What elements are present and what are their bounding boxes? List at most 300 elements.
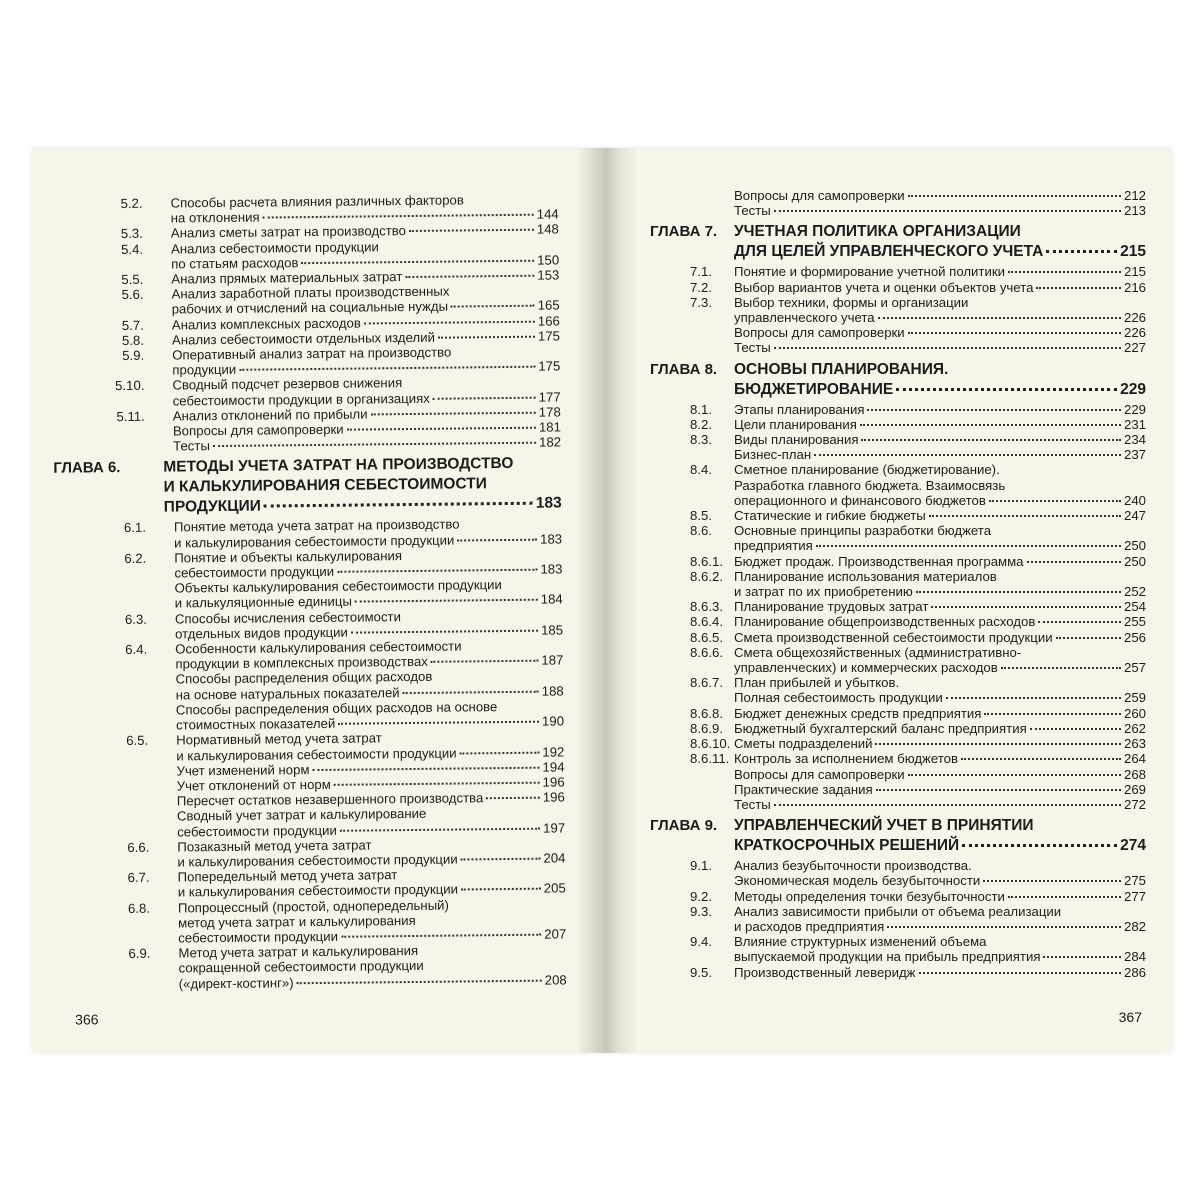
dot-leader [867, 408, 1121, 411]
page-number-left: 366 [75, 1011, 99, 1028]
entry-line [734, 706, 1146, 721]
toc-entry [650, 264, 1146, 279]
section-number: 8.6.9. [690, 720, 723, 736]
chapter-heading [650, 360, 1146, 400]
entry-page-number: 255 [1123, 614, 1146, 630]
section-number: 5.11. [116, 408, 145, 424]
dot-leader [239, 365, 535, 371]
toc-entry [650, 188, 1146, 203]
dot-leader [264, 501, 533, 508]
section-number: 5.6. [121, 287, 144, 303]
dot-leader [457, 537, 537, 541]
section-number: 8.6.10. [690, 736, 731, 752]
entry-page-number: 284 [1123, 949, 1146, 965]
entry-title: сокращенной себестоимости продукции [178, 958, 424, 976]
entry-title: Тесты [734, 203, 771, 219]
entry-page-number: 216 [1123, 279, 1146, 295]
entry-title: Сметы подразделений [734, 736, 873, 752]
entry-text [734, 538, 1146, 553]
entry-title: Метод учета затрат и калькулирования [178, 943, 419, 961]
toc-entry [650, 325, 1146, 340]
toc-entry [650, 599, 1146, 614]
entry-title: Анализ себестоимости продукции [170, 238, 379, 257]
entry-page-number: 240 [1123, 492, 1146, 508]
toc-entry [650, 538, 1146, 553]
entry-page-number: 148 [536, 221, 559, 238]
section-number: 8.6.7. [690, 675, 723, 691]
entry-line [734, 660, 1146, 675]
entry-text [734, 462, 1146, 477]
entry-title: метод учета затрат и калькулирования [178, 912, 416, 931]
entry-text [734, 493, 1146, 508]
entry-title: Учет изменений норм [176, 761, 310, 779]
entry-text [734, 478, 1146, 493]
dot-leader [887, 925, 1121, 928]
dot-leader [438, 335, 535, 339]
entry-line [734, 919, 1146, 934]
entry-page-number: 231 [1123, 416, 1146, 432]
chapter-title-text: КРАТКОСРОЧНЫХ РЕШЕНИЙ [734, 837, 960, 855]
book-gutter [578, 148, 636, 1053]
toc-entry [650, 569, 1146, 584]
dot-leader [405, 274, 534, 278]
entry-line [734, 767, 1146, 782]
dot-leader [486, 796, 540, 800]
entry-text [734, 782, 1146, 797]
entry-page-number: 227 [1123, 340, 1146, 356]
entry-title: себестоимости продукции [178, 928, 338, 946]
entry-title: Особенности калькулирования себестоимости [175, 638, 462, 657]
dot-leader [409, 228, 534, 232]
entry-line [173, 435, 561, 454]
entry-text [734, 325, 1146, 340]
chapter-label: ГЛАВА 9. [650, 817, 718, 835]
entry-title: Разработка главного бюджета. Взаимосвязь [734, 477, 1006, 493]
entry-title: Выбор техники, формы и организации [734, 294, 969, 310]
entry-text [734, 736, 1146, 751]
entry-title: Оперативный анализ затрат на производство [172, 344, 452, 363]
dot-leader [347, 426, 536, 431]
chapter-title-line: И КАЛЬКУЛИРОВАНИЯ СЕБЕСТОИМОСТИ [163, 475, 487, 497]
entry-title: Анализ себестоимости отдельных изделий [171, 329, 435, 348]
entry-title: продукции [172, 362, 237, 378]
section-number: 8.6.3. [690, 599, 723, 615]
entry-title: Сводный учет затрат и калькулирование [176, 806, 427, 824]
section-number: 6.6. [127, 839, 150, 855]
section-number: 6.7. [127, 869, 150, 886]
entry-text [734, 767, 1146, 782]
entry-title: на отклонения [170, 209, 260, 226]
dot-leader [213, 441, 536, 447]
entry-text [734, 203, 1146, 218]
chapter-title-line: УПРАВЛЕНЧЕСКИЙ УЧЕТ В ПРИНЯТИИ [734, 817, 1034, 835]
entry-page-number: 254 [1123, 599, 1146, 615]
toc-entry [650, 873, 1146, 888]
entry-line [734, 599, 1146, 614]
dot-leader [861, 438, 1121, 441]
entry-title: Бизнес-план [734, 447, 812, 463]
toc-entry [650, 965, 1146, 980]
dot-leader [403, 689, 539, 693]
entry-text [734, 310, 1146, 325]
entry-title: управленческих) и коммерческих расходов [734, 660, 998, 676]
entry-text [734, 188, 1146, 203]
entry-title: Планирование трудовых затрат [734, 599, 929, 615]
entry-page-number: 237 [1123, 447, 1146, 463]
section-number: 6.5. [126, 733, 149, 749]
dot-leader [929, 514, 1121, 517]
entry-title: Влияние структурных изменений объема [734, 934, 987, 950]
entry-title: Понятие и объекты калькулирования [174, 547, 403, 566]
page-number-right: 367 [1118, 1009, 1142, 1025]
dot-leader [451, 304, 535, 308]
toc-entry [650, 751, 1146, 766]
dot-leader [364, 319, 535, 324]
entry-title: Выбор вариантов учета и оценки объектов учета [734, 279, 1034, 295]
toc-entry [650, 736, 1146, 751]
entry-page-number: 153 [537, 267, 560, 283]
entry-page-number: 185 [540, 622, 564, 638]
dot-leader [875, 742, 1121, 745]
entry-page-number: 269 [1123, 781, 1146, 797]
entry-text [734, 432, 1146, 447]
toc-entry [650, 417, 1146, 432]
entry-title: Методы определения точки безубыточности [734, 888, 1005, 904]
entry-title: («директ-костинг») [178, 974, 294, 992]
entry-line [734, 889, 1146, 904]
entry-text [734, 949, 1146, 964]
entry-page-number: 229 [1123, 401, 1146, 417]
entry-title: Полная себестоимость продукции [734, 690, 943, 706]
section-number: 8.1. [690, 401, 712, 417]
dot-leader [351, 629, 538, 634]
entry-line [734, 614, 1146, 629]
left-page [53, 145, 567, 1055]
toc-entry [650, 584, 1146, 599]
chapter-title-line [734, 380, 1146, 400]
chapter-heading [53, 454, 562, 519]
entry-title: и калькуляционные единицы [174, 594, 352, 611]
entry-title: стоимостных показателей [175, 715, 336, 733]
section-number: 6.4. [125, 641, 148, 658]
entry-page-number: 175 [537, 328, 561, 344]
dot-leader [983, 879, 1121, 882]
entry-line [734, 721, 1146, 736]
dot-leader [896, 387, 1117, 391]
toc-entry [650, 523, 1146, 538]
toc-entry [650, 478, 1146, 493]
entry-title: и калькулирования себестоимости продукции [177, 881, 459, 900]
chapter-label: ГЛАВА 8. [650, 360, 718, 378]
entry-title: Производственный леверидж [734, 964, 916, 980]
section-number: 8.6.5. [690, 629, 723, 645]
dot-leader [1056, 636, 1121, 639]
entry-text [734, 858, 1146, 873]
entry-text [734, 280, 1146, 295]
section-number: 5.2. [120, 195, 143, 212]
chapter-heading [650, 222, 1146, 262]
entry-title: Планирование общепроизводственных расходов [734, 614, 1036, 630]
entry-title: Анализ сметы затрат на производство [170, 223, 407, 241]
entry-page-number: 282 [1123, 918, 1146, 934]
toc-entry [650, 554, 1146, 569]
toc-entry [650, 706, 1146, 721]
entry-title: выпускаемой продукции на прибыль предприятия [734, 949, 1041, 965]
entry-text [734, 264, 1146, 279]
entry-text [734, 797, 1146, 812]
section-number: 7.3. [690, 294, 712, 310]
entry-line [734, 432, 1146, 447]
section-number: 8.6.11. [690, 751, 730, 767]
toc-entry [650, 675, 1146, 690]
chapter-title-line [734, 836, 1146, 856]
section-number: 9.4. [690, 934, 712, 950]
entry-page-number: 275 [1123, 873, 1146, 889]
chapter-title [734, 816, 1146, 856]
section-number: 7.2. [690, 279, 712, 295]
dot-leader [816, 544, 1121, 547]
dot-leader [1008, 895, 1121, 898]
entry-page-number: 181 [538, 419, 562, 435]
entry-text [734, 523, 1146, 538]
entry-page-number: 175 [538, 358, 561, 374]
entry-line [734, 402, 1146, 417]
entry-title: Вопросы для самопроверки [734, 188, 905, 203]
entry-page-number: 194 [542, 759, 565, 775]
toc-entry [650, 858, 1146, 873]
section-number: 8.6.8. [690, 705, 723, 721]
entry-text [734, 904, 1146, 919]
dot-leader [1043, 955, 1121, 958]
entry-text [734, 965, 1146, 980]
entry-text [179, 972, 567, 991]
section-number: 7.1. [690, 264, 712, 280]
dot-leader [297, 978, 542, 984]
entry-page-number: 187 [541, 652, 564, 668]
dot-leader [431, 659, 539, 663]
entry-title: Понятие метода учета затрат на производство [173, 516, 460, 535]
dot-leader [989, 499, 1121, 502]
dot-leader [371, 411, 536, 416]
toc-entry [650, 721, 1146, 736]
entry-page-number: 247 [1123, 508, 1146, 524]
toc-entry [650, 432, 1146, 447]
entry-text [734, 873, 1146, 888]
entry-text [734, 660, 1146, 675]
entry-title: Бюджетный бухгалтерский баланс предприятия [734, 720, 1027, 736]
entry-title: Анализ прямых материальных затрат [171, 269, 403, 287]
entry-line [734, 873, 1146, 888]
toc-entry [650, 310, 1146, 325]
entry-line [734, 280, 1146, 295]
entry-title: Статические и гибкие бюджеты [734, 508, 926, 524]
entry-title: Анализ заработной платы производственных [171, 283, 450, 302]
entry-page-number: 226 [1123, 325, 1146, 341]
entry-line [734, 736, 1146, 751]
section-number: 9.3. [690, 903, 712, 919]
entry-title: Сводный подсчет резервов снижения [172, 375, 403, 393]
entry-line [734, 310, 1146, 325]
entry-title: Тесты [173, 438, 210, 454]
section-number: 8.6.1. [690, 553, 723, 569]
entry-text [734, 599, 1146, 614]
entry-line [734, 782, 1146, 797]
entry-page-number: 286 [1123, 964, 1146, 980]
entry-title: операционного и финансового бюджетов [734, 492, 986, 508]
dot-leader [961, 757, 1121, 760]
dot-leader [1027, 560, 1121, 563]
entry-title: и калькулирования себестоимости продукции [177, 851, 458, 870]
section-number: 8.2. [690, 416, 712, 432]
entry-title: План прибылей и убытков. [734, 675, 900, 691]
entry-page-number: 183 [540, 561, 563, 577]
entry-page-number: 196 [542, 774, 565, 790]
dot-leader [433, 395, 536, 399]
chapter-label: ГЛАВА 6. [53, 459, 121, 478]
toc-entry [650, 767, 1146, 782]
dot-leader [946, 696, 1121, 699]
entry-page-number: 208 [544, 971, 567, 988]
entry-text [734, 569, 1146, 584]
entry-page-number: 197 [543, 819, 566, 836]
entry-title: Способы расчета влияния различных факторов [170, 192, 464, 211]
entry-text [734, 630, 1146, 645]
chapter-page-number: 215 [1120, 243, 1146, 261]
entry-line [734, 797, 1146, 812]
entry-page-number: 215 [1123, 264, 1146, 280]
entry-text [734, 934, 1146, 949]
entry-text [734, 295, 1146, 310]
entry-page-number: 150 [537, 252, 560, 268]
entry-page-number: 212 [1123, 188, 1146, 203]
entry-text [734, 706, 1146, 721]
entry-text [734, 919, 1146, 934]
entry-title: Практические задания [734, 781, 873, 797]
chapter-title-line: УЧЕТНАЯ ПОЛИТИКА ОРГАНИЗАЦИИ [734, 223, 1021, 241]
dot-leader [1038, 620, 1121, 623]
entry-title: и расходов предприятия [734, 918, 885, 934]
dot-leader [312, 765, 539, 770]
section-number: 6.2. [124, 550, 147, 566]
entry-title: отдельных видов продукции [175, 624, 348, 642]
entry-title: Попроцессный (простой, однопередельный) [177, 897, 449, 915]
entry-title: себестоимости продукции [177, 822, 337, 839]
entry-page-number: 264 [1123, 751, 1146, 767]
toc-entry [650, 660, 1146, 675]
toc-entry [650, 462, 1146, 477]
section-number: 8.6.4. [690, 614, 723, 630]
dot-leader [876, 788, 1121, 791]
toc-entry [650, 493, 1146, 508]
dot-leader [962, 843, 1117, 847]
section-number: 6.1. [123, 520, 147, 536]
section-number: 9.1. [690, 858, 712, 874]
section-number: 9.5. [690, 964, 712, 980]
entry-page-number: 204 [543, 850, 566, 866]
dot-leader [1001, 666, 1121, 669]
dot-leader [984, 712, 1121, 715]
dot-leader [340, 826, 540, 831]
section-number: 8.6. [690, 523, 712, 539]
entry-page-number: 256 [1123, 629, 1146, 645]
entry-text [734, 690, 1146, 705]
toc-entry [650, 280, 1146, 295]
entry-page-number: 183 [540, 531, 563, 547]
chapter-page-number: 229 [1120, 380, 1146, 398]
entry-title: предприятия [734, 538, 813, 554]
section-number: 8.6.6. [690, 644, 723, 660]
entry-title: Анализ комплексных расходов [171, 315, 361, 333]
dot-leader [814, 453, 1121, 456]
entry-title: Пересчет остатков незавершенного производства [176, 790, 484, 809]
dot-leader [1008, 270, 1121, 273]
entry-page-number: 192 [542, 743, 565, 760]
entry-title: Нормативный метод учета затрат [176, 730, 382, 748]
entry-page-number: 272 [1123, 796, 1146, 812]
chapter-title-text: ПРОДУКЦИИ [163, 498, 261, 517]
entry-title: Бюджет денежных средств предприятия [734, 705, 982, 721]
entry-line [734, 554, 1146, 569]
toc-entry [650, 295, 1146, 310]
entry-title: Анализ безубыточности производства. [734, 858, 972, 874]
entry-title: продукции в комплексных производствах [175, 654, 428, 672]
entry-title: Учет отклонений от норм [176, 776, 331, 794]
dot-leader [931, 605, 1121, 608]
entry-title: Смета производственной себестоимости продукции [734, 629, 1053, 645]
entry-text [173, 435, 561, 454]
dot-leader [908, 331, 1121, 334]
toc-entry [650, 889, 1146, 904]
section-number: 5.9. [122, 347, 145, 364]
dot-leader [908, 194, 1121, 197]
entry-title: себестоимости продукции в организациях [172, 390, 430, 409]
toc-entry [650, 340, 1146, 355]
section-number: 5.3. [120, 226, 143, 242]
toc-entry [650, 934, 1146, 949]
chapter-label: ГЛАВА 7. [650, 223, 718, 241]
entry-title: Анализ отклонений по прибыли [172, 406, 368, 424]
entry-title: Сметное планирование (бюджетирование). [734, 462, 1000, 478]
dot-leader [908, 773, 1121, 776]
entry-title: и калькулирования себестоимости продукции [176, 745, 457, 763]
entry-title: Вопросы для самопроверки [734, 766, 905, 782]
chapter-title-line [734, 242, 1146, 262]
toc-entry [650, 904, 1146, 919]
toc-entry [650, 447, 1146, 462]
toc-entry [650, 949, 1146, 964]
entry-page-number: 196 [542, 789, 565, 805]
entry-text [734, 889, 1146, 904]
entry-text [734, 584, 1146, 599]
section-number: 5.8. [121, 332, 145, 348]
toc-entry [650, 645, 1146, 660]
entry-line [734, 630, 1146, 645]
entry-line [179, 972, 567, 991]
dot-leader [334, 781, 540, 786]
dot-leader [263, 213, 534, 219]
table-of-contents-left [53, 191, 567, 992]
entry-page-number: 184 [540, 591, 563, 608]
entry-title: Цели планирования [734, 416, 857, 432]
entry-line [734, 949, 1146, 964]
chapter-title-text: ДЛЯ ЦЕЛЕЙ УПРАВЛЕНЧЕСКОГО УЧЕТА [734, 243, 1044, 261]
dot-leader [341, 933, 541, 938]
toc-entry [650, 508, 1146, 523]
entry-page-number: 268 [1123, 766, 1146, 782]
entry-title: Тесты [734, 796, 771, 812]
toc-entry [650, 797, 1146, 812]
entry-title: и затрат по их приобретению [734, 584, 913, 600]
